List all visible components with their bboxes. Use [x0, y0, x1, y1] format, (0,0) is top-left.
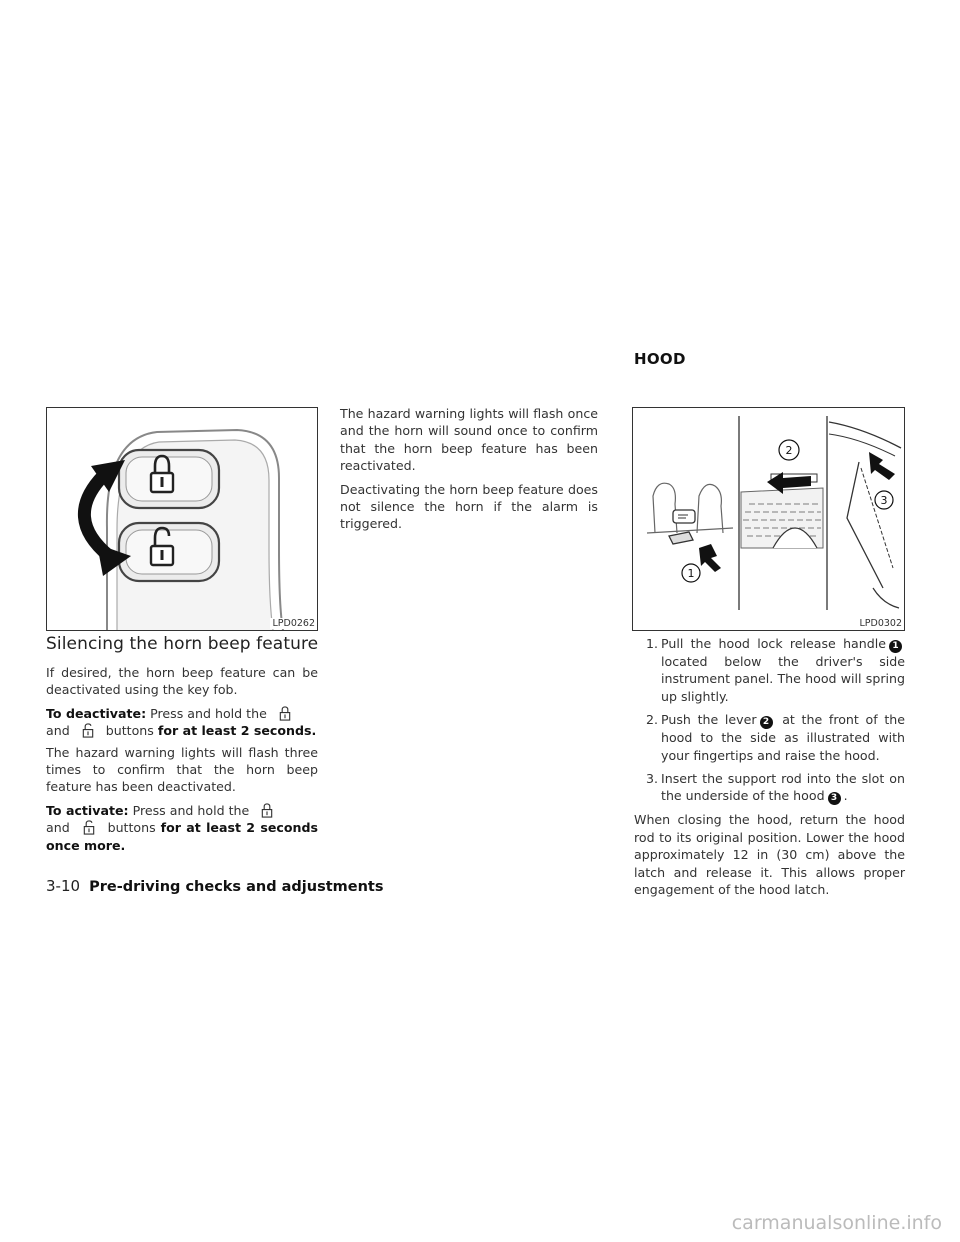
page-number: 3-10 — [46, 877, 81, 895]
activate-duration: for at least 2 seconds once more. — [46, 820, 318, 853]
step-2 — [634, 711, 905, 764]
deactivate-text: Press and hold the — [150, 705, 267, 721]
step-number: 3. — [645, 771, 658, 787]
chapter-title: Pre-driving checks and adjustments — [89, 879, 384, 895]
lock-icon — [257, 803, 277, 818]
callout-1: 1 — [687, 567, 695, 580]
step-text: Insert the support rod into the slot on the underside of the hood — [661, 771, 905, 804]
watermark: carmanualsonline.info — [731, 1212, 942, 1234]
closing-paragraph: When closing the hood, return the hood rod to its original position. Lower the hood approximately 12 in (30 cm) above the latch and release it. This allows proper engagement of the hood latch. — [634, 812, 905, 898]
figure-key-fob — [46, 407, 318, 631]
step-text: Pull the hood lock release handle — [661, 636, 886, 651]
lever-panel — [741, 440, 823, 548]
deactivate-label: To deactivate: — [46, 705, 147, 721]
and-word: and — [46, 820, 70, 836]
step-3 — [634, 770, 905, 805]
alarm-note-paragraph: Deactivating the horn beep feature does not silence the horn if the alarm is triggered. — [340, 481, 598, 532]
step-number: 1. — [645, 636, 658, 651]
step-number: 2. — [645, 712, 658, 728]
left-text-block — [46, 664, 318, 854]
intro-paragraph: If desired, the horn beep feature can be deactivated using the key fob. — [46, 665, 318, 698]
step-text: Push the lever — [661, 712, 757, 728]
callout-ref-1: 1 — [889, 640, 902, 653]
figure-hood — [632, 407, 905, 631]
step-text: at the front of the hood to the side as illustrated with your fingertips and raise the hood. — [661, 712, 905, 763]
activate-text: Press and hold the — [132, 802, 250, 818]
callout-3: 3 — [880, 494, 888, 507]
section-title: Silencing the horn beep feature — [46, 634, 319, 654]
step-text: located below the driver's side instrument panel. The hood will spring up slightly. — [661, 654, 905, 704]
step-text: . — [843, 788, 848, 804]
key-fob-illustration — [47, 408, 317, 630]
unlock-icon — [79, 820, 99, 835]
deactivate-duration: for at least 2 seconds. — [157, 723, 317, 739]
support-rod-panel — [829, 422, 901, 608]
activate-paragraph — [46, 802, 318, 854]
buttons-word: buttons — [105, 723, 154, 739]
callout-ref-3: 3 — [828, 792, 841, 805]
hood-heading: HOOD — [634, 350, 686, 368]
hood-release-illustration — [633, 408, 904, 630]
hood-steps — [634, 635, 905, 898]
and-word: and — [46, 723, 70, 739]
lock-icon — [275, 706, 295, 721]
step-1 — [634, 635, 905, 705]
callout-ref-2: 2 — [760, 716, 773, 729]
figure-code: LPD0262 — [272, 618, 315, 629]
deactivate-result: The hazard warning lights will flash three times to confirm that the horn beep feature has been deactivated. — [46, 744, 318, 795]
release-handle-panel — [647, 483, 733, 582]
callout-2: 2 — [785, 444, 793, 457]
page-footer — [46, 876, 384, 895]
deactivate-paragraph — [46, 705, 318, 740]
reactivation-paragraph: The hazard warning lights will flash once and the horn will sound once to confirm that the horn beep feature has been reactivated. — [340, 406, 598, 474]
buttons-word: buttons — [107, 820, 156, 836]
middle-text-block — [340, 405, 598, 533]
unlock-icon — [78, 723, 98, 738]
activate-label: To activate: — [46, 802, 129, 818]
figure-code: LPD0302 — [859, 618, 902, 629]
